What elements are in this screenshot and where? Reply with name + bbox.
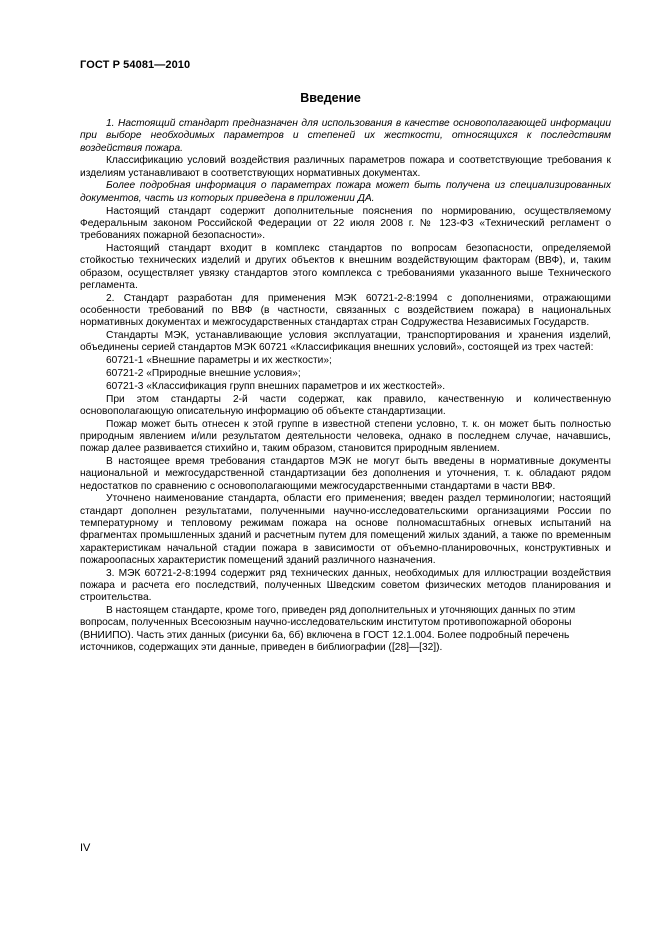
paragraph: 60721-1 «Внешние параметры и их жесткости»; — [106, 355, 332, 367]
paragraph: В настоящее время требования стандартов МЭК не могут быть введены в нормативные документы национальной и межгосударственной стандартизации без дополнения и уточнения, т. к. обладают рядом недостатков по сравнению с основополагающими межгосударственными стандартами в части ВВФ. — [80, 456, 611, 492]
paragraph: Уточнено наименование стандарта, области его применения; введен раздел терминологии; настоящий стандарт дополнен результатами, полученными научно-исследовательскими организациями России по температурному и тепловому режимам пожара на основе полномасштабных огневых испытаний на фрагментах промышленных зданий и расчетным путем для помещений жилых зданий, а также по временным характеристикам начальной стадии пожара в зависимости от объемно-планировочных, конструктивных и пожароопасных характеристик помещений зданий различного назначения. — [80, 493, 611, 566]
section-title: Введение — [300, 91, 361, 105]
paragraph: 2. Стандарт разработан для применения МЭК 60721-2-8:1994 с дополнениями, отражающими особенности требований по ВВФ (в частности, связанных с воздействием пожара) в национальных нормативных документах и межгосударственных стандартах стран Содружества Независимых Государств. — [80, 292, 611, 329]
paragraph: Настоящий стандарт содержит дополнительные пояснения по нормированию, осуществляемому Федеральным законом Российской Федерации от 22 июля 2008 г. № 123-ФЗ «Технический регламент о требованиях пожарной безопасности». — [80, 205, 611, 242]
paragraph: Классификацию условий воздействия различных параметров пожара и соответствующие требования к изделиям устанавливают в соответствующих нормативных документах. — [80, 155, 611, 179]
paragraph: В настоящем стандарте, кроме того, приведен ряд дополнительных и уточняющих данных по этим вопросам, полученных Всесоюзным научно-исследовательским институтом противопожарной обороны (ВНИИПО). Часть этих данных (рисунки 6а, 6б) включена в ГОСТ 12.1.004. Более подробный перечень источников, содержащих эти данные, приведен в библиографии ([28]—[32]). — [80, 605, 576, 653]
document-header-standard: ГОСТ Р 54081—2010 — [80, 59, 191, 71]
paragraph: 60721-2 «Природные внешние условия»; — [106, 367, 301, 379]
paragraph: Настоящий стандарт входит в комплекс стандартов по вопросам безопасности, определяемой стойкостью технических изделий и других объектов к внешним воздействующим факторам (ВВФ), и, таким образом, осуществляет увязку стандартов этого комплекса с требованиями указанного выше Технического регламента. — [80, 242, 611, 291]
paragraph: 3. МЭК 60721-2-8:1994 содержит ряд технических данных, необходимых для иллюстрации воздействия пожара и расчета его последствий, полученных Шведским советом физических методов планирования и строительства. — [80, 567, 611, 604]
paragraph: При этом стандарты 2-й части содержат, как правило, качественную и количественную основополагающую описательную информацию об объекте стандартизации. — [80, 393, 611, 417]
paragraph: 1. Настоящий стандарт предназначен для использования в качестве основополагающей информации при выборе необходимых параметров и степеней их жесткости, относящихся к последствиям воздействия пожара. — [80, 118, 611, 154]
paragraph: Стандарты МЭК, устанавливающие условия эксплуатации, транспортирования и хранения изделий, объединены серией стандартов МЭК 60721 «Классификация внешних условий», состоящей из трех частей: — [80, 330, 611, 354]
body-text — [80, 118, 611, 655]
page-number: IV — [80, 842, 91, 854]
paragraph: Пожар может быть отнесен к этой группе в известной степени условно, т. к. он может быть полностью природным явлением и/или результатом деятельности человека, однако в последнем случае, начавшись, пожар далее развивается стихийно и, таким образом, становится природным явлением. — [80, 418, 611, 455]
paragraph: 60721-3 «Классификация групп внешних параметров и их жесткостей». — [106, 380, 446, 392]
paragraph: Более подробная информация о параметрах пожара может быть получена из специализированных документов, часть из которых приведена в приложении ДА. — [80, 180, 611, 204]
